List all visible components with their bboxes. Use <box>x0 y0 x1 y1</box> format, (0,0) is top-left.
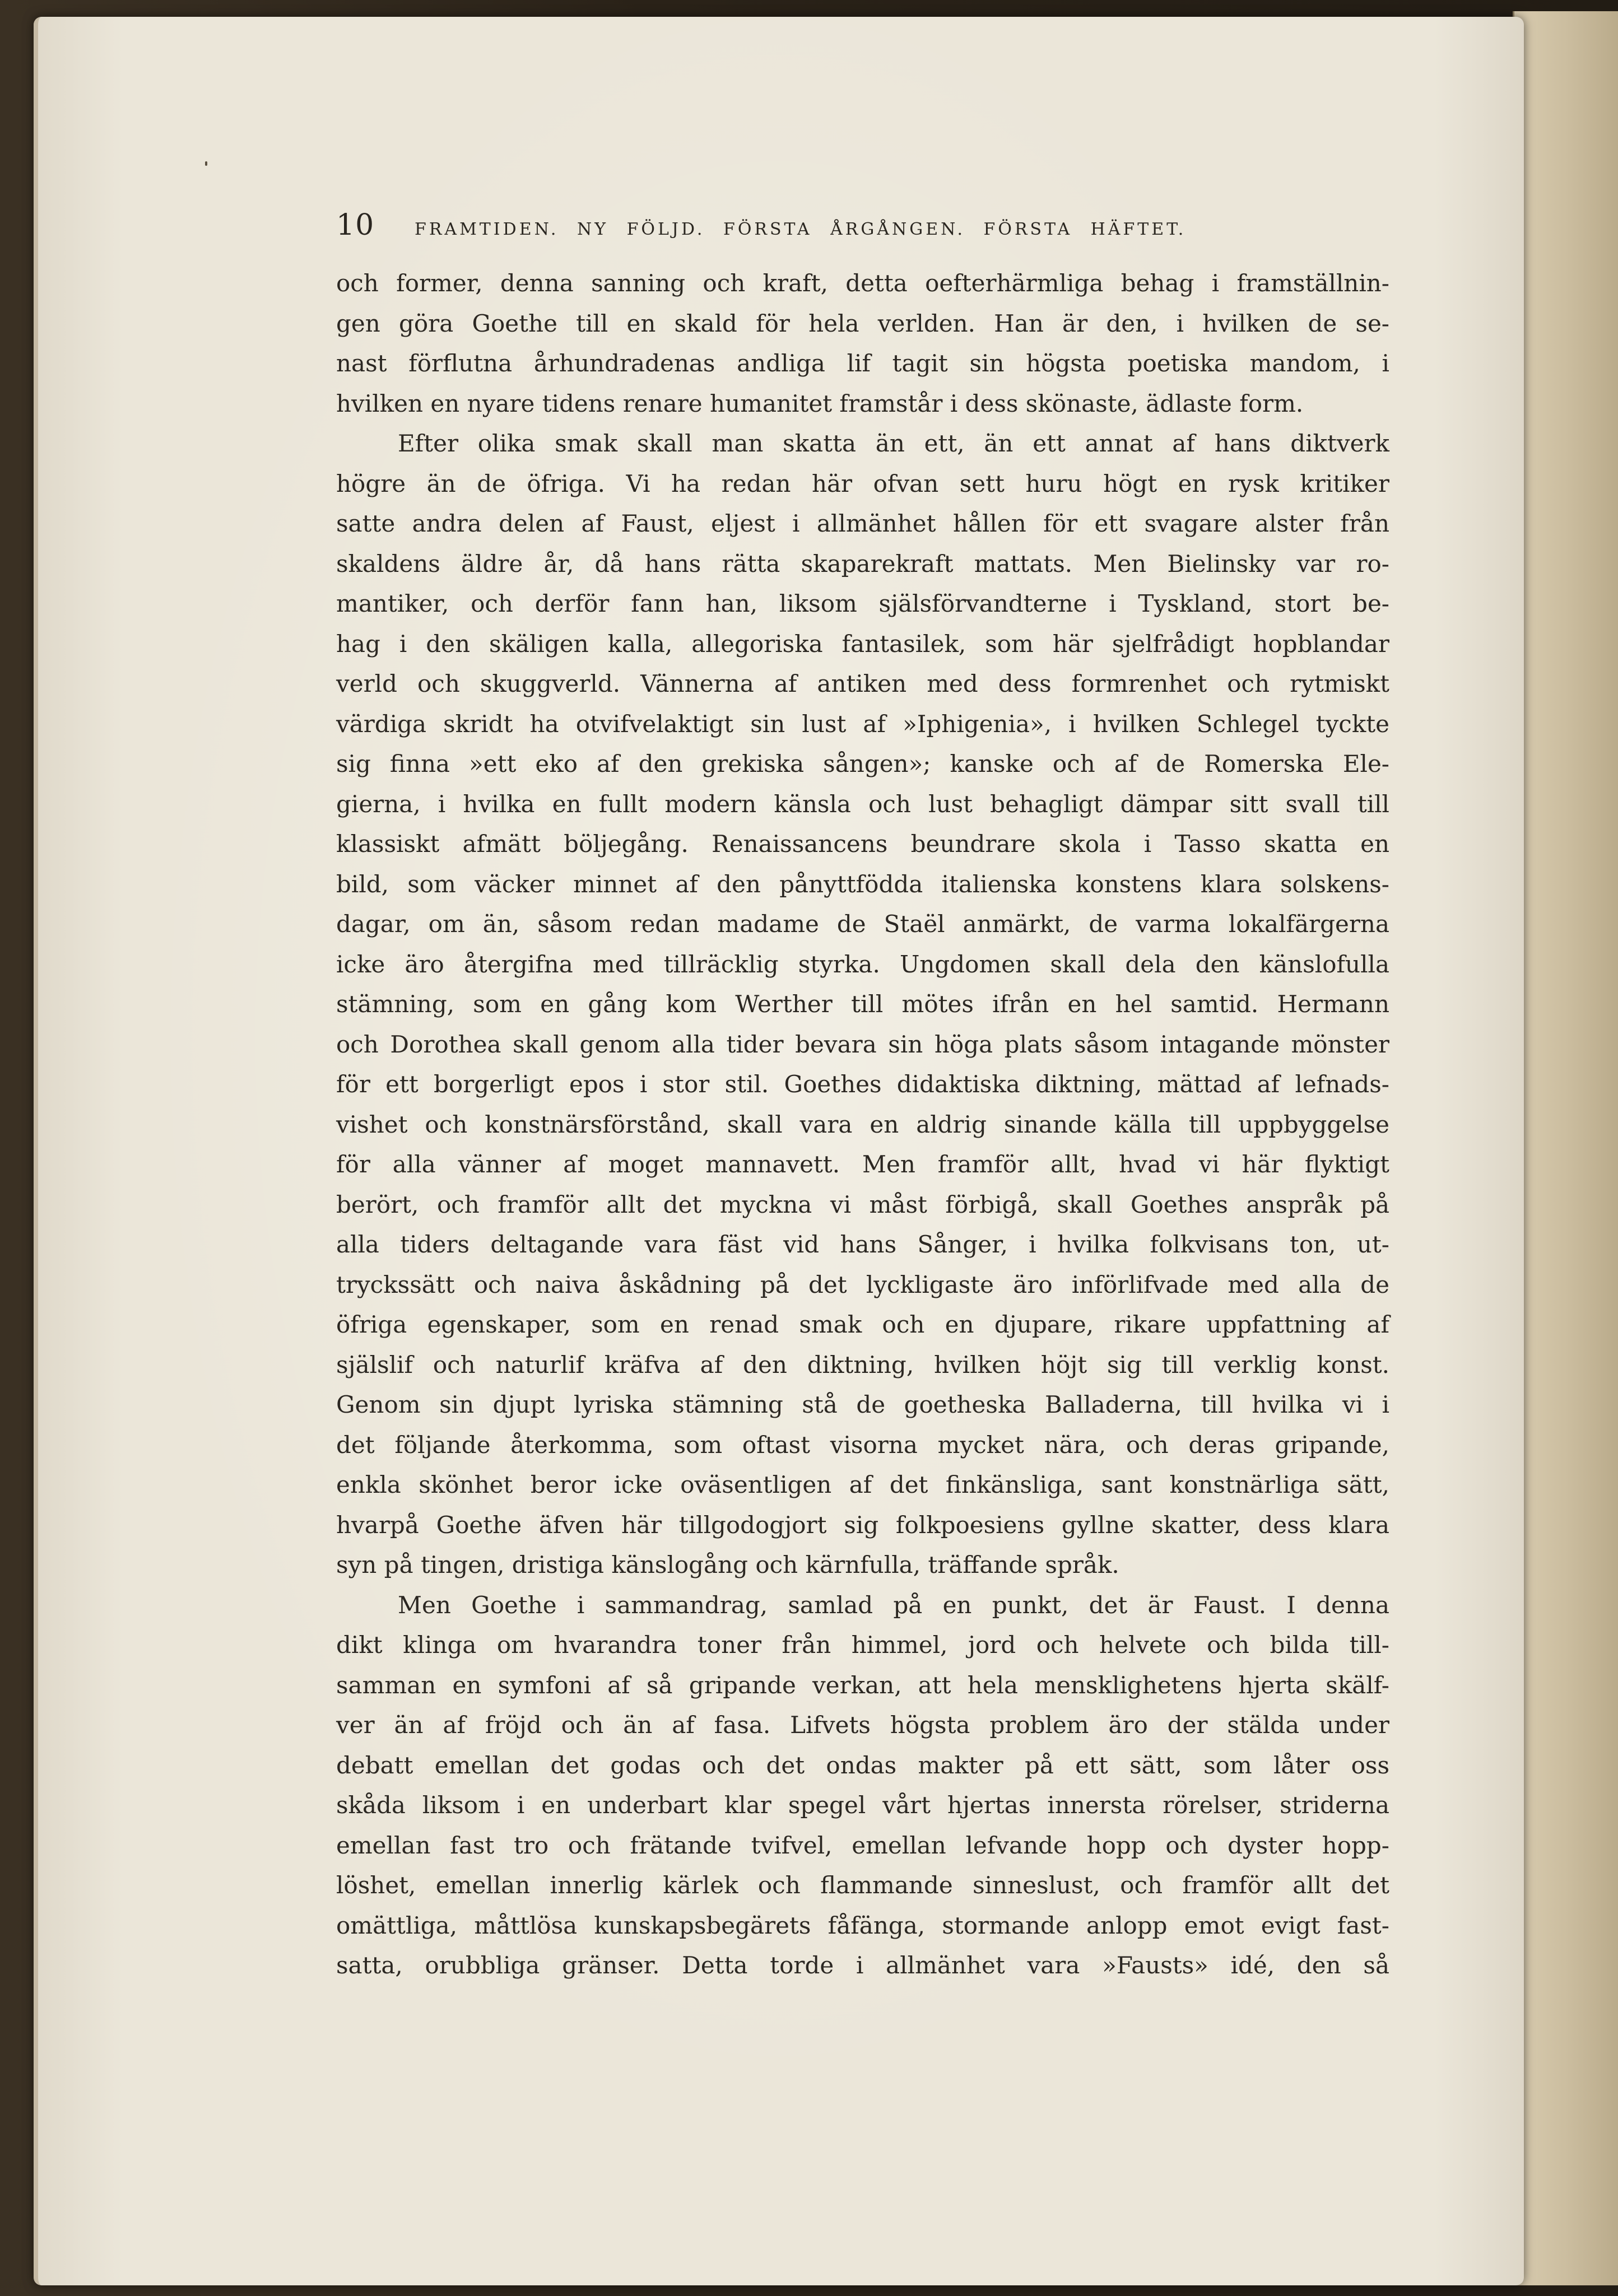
text-line: hag i den skäligen kalla, allegoriska fantasilek, som här sjelfrådigt hopblandar <box>336 630 1389 658</box>
text-line: löshet, emellan innerlig kärlek och flammande sinneslust, och framför allt det <box>336 1871 1389 1899</box>
text-line: själslif och naturlif kräfva af den diktning, hvilken höjt sig till verklig konst. <box>336 1350 1389 1378</box>
text-line: samman en symfoni af så gripande verkan, att hela mensklighetens hjerta skälf- <box>336 1671 1389 1699</box>
text-line: sig finna »ett eko af den grekiska sången»; kanske och af de Romerska Ele- <box>336 750 1389 777</box>
text-line: det följande återkomma, som oftast visorna mycket nära, och deras gripande, <box>336 1431 1389 1459</box>
text-line: Genom sin djupt lyriska stämning stå de goetheska Balladerna, till hvilka vi i <box>336 1391 1389 1418</box>
text-line: Men Goethe i sammandrag, samlad på en punkt, det är Faust. I denna <box>398 1591 1389 1619</box>
text-line: satte andra delen af Faust, eljest i allmänhet hållen för ett svagare alster från <box>336 510 1389 537</box>
page-number: 10 <box>336 208 375 242</box>
text-line: stämning, som en gång kom Werther till mötes ifrån en hel samtid. Hermann <box>336 990 1389 1018</box>
text-line: bild, som väcker minnet af den pånyttfödda italienska konstens klara solskens- <box>336 870 1389 898</box>
running-title: FRAMTIDEN. NY FÖLJD. FÖRSTA ÅRGÅNGEN. FÖRSTA HÄFTET. <box>415 220 1187 239</box>
text-line: hvarpå Goethe äfven här tillgodogjort sig folkpoesiens gyllne skatter, dess klara <box>336 1511 1389 1539</box>
adjacent-page-edge <box>1513 11 1618 2285</box>
text-line: ver än af fröjd och än af fasa. Lifvets högsta problem äro der stälda under <box>336 1711 1389 1739</box>
text-line: dikt klinga om hvarandra toner från himmel, jord och helvete och bilda till- <box>336 1631 1389 1659</box>
text-line: skaldens äldre år, då hans rätta skaparekraft mattats. Men Bielinsky var ro- <box>336 549 1389 578</box>
body-text <box>336 263 1389 1986</box>
text-line: gen göra Goethe till en skald för hela verlden. Han är den, i hvilken de se- <box>336 309 1389 337</box>
text-line: satta, orubbliga gränser. Detta torde i allmänhet vara »Fausts» idé, den så <box>336 1952 1389 1979</box>
text-line: öfriga egenskaper, som en renad smak och en djupare, rikare uppfattning af <box>336 1311 1389 1338</box>
text-line: nast förflutna århundradenas andliga lif tagit sin högsta poetiska mandom, i <box>336 350 1389 377</box>
text-line: gierna, i hvilka en fullt modern känsla och lust behagligt dämpar sitt svall till <box>336 790 1389 818</box>
text-line: värdiga skridt ha otvifvelaktigt sin lust af »Iphigenia», i hvilken Schlegel tyckte <box>336 710 1389 738</box>
text-line: och Dorothea skall genom alla tider bevara sin höga plats såsom intagande mönster <box>336 1030 1389 1058</box>
text-line: mantiker, och derför fann han, liksom själsförvandterne i Tyskland, stort be- <box>336 590 1389 617</box>
text-line: Efter olika smak skall man skatta än ett, än ett annat af hans diktverk <box>398 430 1389 457</box>
text-line: enkla skönhet beror icke oväsentligen af det finkänsliga, sant konstnärliga sätt, <box>336 1471 1389 1498</box>
text-line: verld och skuggverld. Vännerna af antiken med dess formrenhet och rytmiskt <box>336 670 1389 697</box>
text-line: dagar, om än, såsom redan madame de Staël anmärkt, de varma lokalfärgerna <box>336 910 1389 938</box>
text-line: vishet och konstnärsförstånd, skall vara en aldrig sinande källa till uppbyggelse <box>336 1110 1389 1138</box>
text-line: för ett borgerligt epos i stor stil. Goethes didaktiska diktning, mättad af lefnads- <box>336 1070 1389 1098</box>
text-line: omättliga, måttlösa kunskapsbegärets fåfänga, stormande anlopp emot evigt fast- <box>336 1911 1389 1939</box>
text-line: högre än de öfriga. Vi ha redan här ofvan sett huru högt en rysk kritiker <box>336 469 1389 497</box>
text-line: hvilken en nyare tidens renare humanitet framstår i dess skönaste, ädlaste form. <box>336 389 1304 417</box>
text-line: icke äro återgifna med tillräcklig styrka. Ungdomen skall dela den känslofulla <box>336 950 1389 978</box>
text-line: alla tiders deltagande vara fäst vid hans Sånger, i hvilka folkvisans ton, ut- <box>336 1231 1389 1258</box>
text-line: syn på tingen, dristiga känslogång och kärnfulla, träffande språk. <box>336 1551 1119 1578</box>
text-line: berört, och framför allt det myckna vi måst förbigå, skall Goethes anspråk på <box>336 1190 1389 1218</box>
text-line: tryckssätt och naiva åskådning på det lyckligaste äro införlifvade med alla de <box>336 1270 1389 1298</box>
text-line: skåda liksom i en underbart klar spegel vårt hjertas innersta rörelser, striderna <box>336 1791 1389 1819</box>
text-line: emellan fast tro och frätande tvifvel, emellan lefvande hopp och dyster hopp- <box>336 1831 1389 1859</box>
page-speck <box>205 161 207 166</box>
text-line: debatt emellan det godas och det ondas makter på ett sätt, som låter oss <box>336 1751 1389 1779</box>
text-line: för alla vänner af moget mannavett. Men framför allt, hvad vi här flyktigt <box>336 1151 1389 1178</box>
running-header <box>336 208 1277 242</box>
text-line: klassiskt afmätt böljegång. Renaissancens beundrare skola i Tasso skatta en <box>336 830 1389 858</box>
text-line: och former, denna sanning och kraft, detta oefterhärmliga behag i framställnin- <box>336 269 1389 297</box>
